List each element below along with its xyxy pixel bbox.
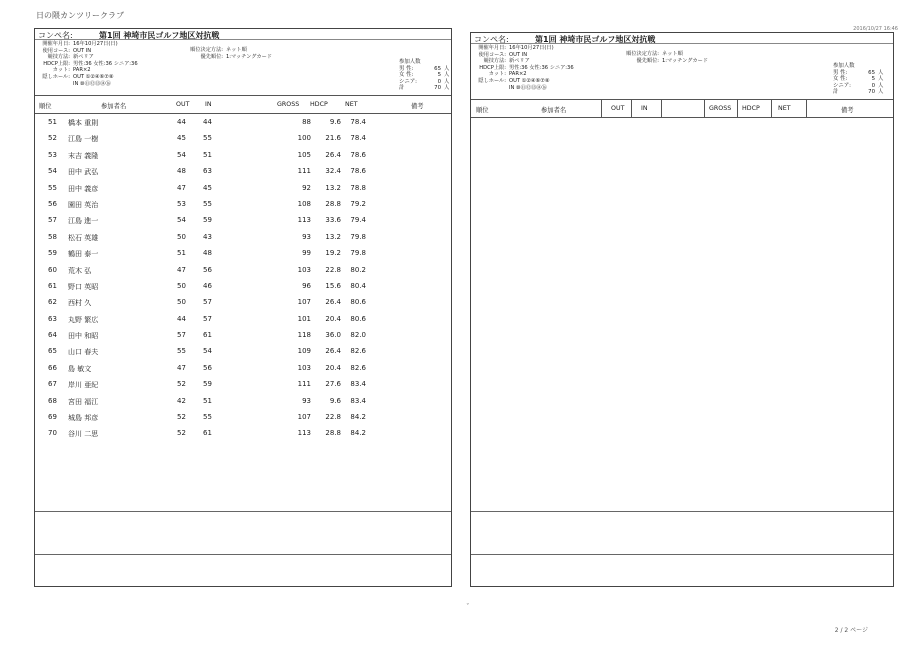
cell-rank: 59	[48, 249, 57, 258]
hidden-label: 隠しホール:	[42, 73, 70, 80]
cell-in: 45	[203, 183, 212, 192]
count-label: 男 性:	[399, 65, 414, 72]
cell-gross: 103	[297, 265, 311, 274]
count-label: シニア:	[399, 78, 417, 85]
count-value: 65	[868, 69, 875, 76]
count-value: 5	[437, 72, 441, 79]
cell-hdcp: 33.6	[325, 216, 341, 225]
cell-rank: 64	[48, 331, 57, 340]
cell-hdcp: 36.0	[325, 331, 341, 340]
footer-box	[35, 511, 451, 589]
cell-name: 江島 進一	[68, 217, 99, 226]
meta-block	[38, 41, 138, 87]
table-row	[35, 311, 451, 327]
count-label: シニア:	[833, 82, 851, 89]
priority-label: 優先順位:	[636, 57, 659, 64]
participants-label: 参加人数	[833, 63, 855, 69]
column-divider	[704, 99, 705, 117]
count-label: 計	[833, 89, 839, 96]
cell-out: 45	[177, 134, 186, 143]
count-value: 0	[437, 78, 441, 85]
cell-out: 44	[177, 314, 186, 323]
col-in: IN	[641, 105, 648, 112]
col-note: 備考	[841, 107, 854, 114]
compe-label: コンペ名:	[474, 35, 509, 44]
cell-name: 丸野 繁広	[68, 315, 99, 324]
count-unit: 人	[444, 85, 450, 92]
cell-rank: 53	[48, 150, 57, 159]
table-row	[35, 409, 451, 425]
cell-out: 47	[177, 265, 186, 274]
cell-gross: 107	[297, 413, 311, 422]
cell-in: 55	[203, 199, 212, 208]
results-sheet-left	[34, 28, 452, 587]
cell-name: 荒木 弘	[68, 266, 92, 275]
table-row	[35, 212, 451, 228]
cell-rank: 65	[48, 347, 57, 356]
cell-in: 46	[203, 281, 212, 290]
cell-name: 岸川 亜紀	[68, 381, 99, 390]
col-rank: 順位	[476, 107, 489, 114]
cell-name: 田中 義彦	[68, 184, 99, 193]
table-row	[35, 196, 451, 212]
course-label: 使用コース:	[478, 51, 506, 58]
cell-hdcp: 22.8	[325, 413, 341, 422]
cell-rank: 61	[48, 281, 57, 290]
cell-out: 54	[177, 216, 186, 225]
cell-hdcp: 26.4	[325, 298, 341, 307]
cell-gross: 105	[297, 150, 311, 159]
divider	[35, 39, 451, 40]
divider	[471, 43, 893, 44]
table-row	[35, 114, 451, 130]
footer-divider	[471, 554, 893, 555]
column-header	[35, 95, 451, 114]
cell-net: 82.0	[350, 331, 366, 340]
count-value: 65	[434, 65, 441, 72]
cell-out: 50	[177, 281, 186, 290]
cell-gross: 107	[297, 298, 311, 307]
cell-gross: 93	[302, 396, 311, 405]
cell-net: 78.4	[350, 118, 366, 126]
cell-gross: 111	[297, 380, 311, 389]
table-row	[35, 262, 451, 278]
cell-in: 56	[203, 265, 212, 274]
cell-name: 鶴田 泰一	[68, 250, 99, 259]
method-value: 新ペリア	[73, 54, 94, 61]
cell-rank: 56	[48, 199, 57, 208]
cell-name: 松石 英雄	[68, 233, 99, 242]
cell-gross: 109	[297, 347, 311, 356]
cell-net: 80.6	[350, 298, 366, 307]
compe-label: コンペ名:	[38, 31, 73, 40]
cell-hdcp: 20.4	[325, 314, 341, 323]
cell-rank: 54	[48, 167, 57, 176]
cell-out: 55	[177, 347, 186, 356]
cell-name: 島 敏文	[68, 364, 92, 373]
count-value: 70	[434, 85, 441, 92]
cell-in: 61	[203, 429, 212, 438]
cut-label: カット:	[488, 71, 506, 78]
cell-name: 野口 英昭	[68, 282, 99, 291]
page-number: 2 / 2 ページ	[834, 627, 868, 634]
cell-out: 50	[177, 298, 186, 307]
count-unit: 人	[444, 78, 450, 85]
footer-divider	[35, 554, 451, 555]
cell-net: 82.6	[350, 347, 366, 356]
cell-net: 84.2	[350, 413, 366, 422]
cell-hdcp: 27.6	[325, 380, 341, 389]
cell-hdcp: 13.2	[325, 232, 341, 241]
cell-net: 78.6	[350, 167, 366, 176]
course-label: 使用コース:	[42, 47, 70, 54]
cell-out: 51	[177, 249, 186, 258]
priority-label: 優先順位:	[200, 53, 223, 60]
cell-gross: 108	[297, 199, 311, 208]
cell-hdcp: 26.4	[325, 150, 341, 159]
date-value: 16年10月27日(日)	[509, 45, 554, 51]
rank-method-value: ネット順	[662, 51, 683, 57]
table-row	[35, 360, 451, 376]
cell-hdcp: 28.8	[325, 429, 341, 438]
col-note: 備考	[411, 103, 424, 110]
cell-hdcp: 20.4	[325, 363, 341, 372]
print-timestamp: 2016/10/27 16:46	[853, 26, 898, 32]
participants-label: 参加人数	[399, 59, 421, 65]
count-unit: 人	[878, 69, 884, 76]
cell-out: 52	[177, 429, 186, 438]
cell-out: 54	[177, 150, 186, 159]
column-divider	[631, 99, 632, 117]
cell-in: 57	[203, 314, 212, 323]
cell-net: 79.8	[350, 232, 366, 241]
competition-title: 第1回 神埼市民ゴルフ地区対抗戦	[99, 31, 220, 40]
cell-name: 西村 久	[68, 299, 92, 308]
cell-in: 43	[203, 232, 212, 241]
cell-hdcp: 19.2	[325, 249, 341, 258]
results-table-body	[35, 114, 451, 442]
cell-in: 61	[203, 331, 212, 340]
cell-rank: 66	[48, 363, 57, 372]
col-gross: GROSS	[709, 105, 732, 112]
cell-net: 78.8	[350, 183, 366, 192]
cell-in: 51	[203, 396, 212, 405]
cell-gross: 113	[297, 429, 311, 438]
scan-speck: ˇ	[466, 603, 470, 611]
rank-method-label: 順位決定方法:	[626, 51, 659, 57]
cell-in: 59	[203, 216, 212, 225]
cell-gross: 118	[297, 331, 311, 340]
cell-out: 47	[177, 183, 186, 192]
hdcp-label: HDCP上限:	[43, 60, 70, 67]
course-value: OUT IN	[509, 51, 528, 58]
cell-in: 48	[203, 249, 212, 258]
method-value: 新ペリア	[509, 58, 530, 65]
col-in: IN	[205, 101, 212, 108]
cell-hdcp: 15.6	[325, 281, 341, 290]
cell-out: 57	[177, 331, 186, 340]
cell-in: 51	[203, 150, 212, 159]
cell-in: 59	[203, 380, 212, 389]
cell-out: 47	[177, 363, 186, 372]
count-value: 5	[871, 76, 875, 83]
cell-net: 83.4	[350, 396, 366, 405]
column-divider	[737, 99, 738, 117]
cell-hdcp: 13.2	[325, 183, 341, 192]
column-header	[471, 99, 893, 118]
count-unit: 人	[444, 72, 450, 79]
date-label: 開催年月日:	[42, 41, 70, 47]
table-row	[35, 278, 451, 294]
cell-rank: 57	[48, 216, 57, 225]
cell-name: 谷川 二思	[68, 430, 99, 439]
col-name: 参加者名	[101, 103, 127, 110]
table-row	[35, 229, 451, 245]
table-row	[35, 147, 451, 163]
cell-rank: 58	[48, 232, 57, 241]
table-row	[35, 393, 451, 409]
hidden-label: 隠しホール:	[478, 77, 506, 84]
col-net: NET	[778, 105, 791, 112]
method-label: 競技方法:	[483, 58, 506, 65]
cell-rank: 69	[48, 413, 57, 422]
cell-rank: 70	[48, 429, 57, 438]
meta-block	[474, 45, 574, 91]
hidden-in: IN ⑩⑪⑫⑬⑭⑯	[73, 80, 111, 87]
column-divider	[661, 99, 662, 117]
cell-name: 田中 和昭	[68, 332, 99, 341]
cell-hdcp: 22.8	[325, 265, 341, 274]
cell-net: 83.4	[350, 380, 366, 389]
table-row	[35, 294, 451, 310]
cell-name: 城島 邦彦	[68, 414, 99, 423]
cell-name: 江島 一樹	[68, 135, 99, 144]
table-row	[35, 180, 451, 196]
table-row	[35, 343, 451, 359]
cell-net: 80.2	[350, 265, 366, 274]
cell-in: 56	[203, 363, 212, 372]
cell-rank: 51	[48, 118, 57, 126]
hidden-out: OUT ①②④⑥⑦⑧	[509, 77, 550, 84]
count-unit: 人	[878, 82, 884, 89]
date-label: 開催年月日:	[478, 45, 506, 51]
cell-gross: 99	[302, 249, 311, 258]
cell-name: 宮田 福江	[68, 397, 99, 406]
cell-rank: 55	[48, 183, 57, 192]
count-label: 女 性:	[833, 76, 848, 83]
column-divider	[806, 99, 807, 117]
cell-in: 54	[203, 347, 212, 356]
cell-net: 78.6	[350, 150, 366, 159]
table-row	[35, 245, 451, 261]
cell-rank: 62	[48, 298, 57, 307]
cell-rank: 52	[48, 134, 57, 143]
priority-value: 1:マッチングカード	[662, 57, 708, 64]
competition-title: 第1回 神埼市民ゴルフ地区対抗戦	[535, 35, 656, 44]
cell-out: 52	[177, 380, 186, 389]
cell-in: 63	[203, 167, 212, 176]
cell-rank: 63	[48, 314, 57, 323]
cell-gross: 93	[302, 232, 311, 241]
participants-block	[399, 59, 449, 92]
table-row	[35, 376, 451, 392]
cell-gross: 92	[302, 183, 311, 192]
cell-gross: 101	[297, 314, 311, 323]
count-label: 計	[399, 85, 405, 92]
col-out: OUT	[176, 101, 190, 108]
cell-in: 44	[203, 118, 212, 126]
cell-gross: 100	[297, 134, 311, 143]
cell-hdcp: 9.6	[329, 118, 341, 126]
cut-label: カット:	[52, 67, 70, 74]
col-hdcp: HDCP	[310, 101, 328, 108]
cell-net: 80.4	[350, 281, 366, 290]
cell-net: 82.6	[350, 363, 366, 372]
count-value: 0	[871, 82, 875, 89]
cut-value: PAR×2	[509, 71, 527, 78]
cell-rank: 67	[48, 380, 57, 389]
column-divider	[601, 99, 602, 117]
column-divider	[771, 99, 772, 117]
club-name: 日の隈カンツリークラブ	[36, 11, 124, 20]
method-label: 競技方法:	[47, 54, 70, 61]
cell-gross: 113	[297, 216, 311, 225]
count-unit: 人	[444, 65, 450, 72]
cell-out: 48	[177, 167, 186, 176]
cut-value: PAR×2	[73, 67, 91, 74]
count-label: 男 性:	[833, 69, 848, 76]
cell-gross: 111	[297, 167, 311, 176]
hdcp-label: HDCP上限:	[479, 64, 506, 71]
footer-box	[471, 511, 893, 589]
cell-gross: 96	[302, 281, 311, 290]
sheet-header	[471, 33, 893, 100]
cell-gross: 103	[297, 363, 311, 372]
cell-out: 42	[177, 396, 186, 405]
cell-in: 57	[203, 298, 212, 307]
cell-net: 79.4	[350, 216, 366, 225]
sheet-header	[35, 29, 451, 96]
hdcp-value: 男性:36 女性:36 シニア:36	[509, 64, 574, 71]
cell-out: 50	[177, 232, 186, 241]
cell-in: 55	[203, 413, 212, 422]
results-sheet-right	[470, 32, 894, 587]
cell-hdcp: 28.8	[325, 199, 341, 208]
table-row	[35, 163, 451, 179]
col-rank: 順位	[39, 103, 52, 110]
participants-block	[833, 63, 883, 96]
col-gross: GROSS	[277, 101, 300, 108]
cell-name: 山口 春夫	[68, 348, 99, 357]
cell-hdcp: 26.4	[325, 347, 341, 356]
cell-rank: 60	[48, 265, 57, 274]
table-row	[35, 327, 451, 343]
cell-out: 44	[177, 118, 186, 126]
cell-net: 78.4	[350, 134, 366, 143]
count-unit: 人	[878, 76, 884, 83]
cell-name: 園田 英治	[68, 200, 99, 209]
cell-net: 84.2	[350, 429, 366, 438]
cell-hdcp: 21.6	[325, 134, 341, 143]
cell-name: 橋本 重則	[68, 119, 99, 127]
course-value: OUT IN	[73, 47, 92, 54]
rank-method-value: ネット順	[226, 47, 247, 53]
count-unit: 人	[878, 89, 884, 96]
rank-method-block	[183, 47, 272, 60]
hidden-out: OUT ①②④⑥⑦⑧	[73, 73, 114, 80]
count-value: 70	[868, 89, 875, 96]
table-row	[35, 130, 451, 146]
hdcp-value: 男性:36 女性:36 シニア:36	[73, 60, 138, 67]
cell-name: 末吉 義隆	[68, 151, 99, 160]
col-hdcp: HDCP	[742, 105, 760, 112]
col-name: 参加者名	[541, 107, 567, 114]
cell-hdcp: 32.4	[325, 167, 341, 176]
cell-out: 52	[177, 413, 186, 422]
cell-net: 79.8	[350, 249, 366, 258]
hidden-in: IN ⑩⑪⑫⑬⑭⑯	[509, 84, 547, 91]
cell-gross: 88	[302, 118, 311, 126]
col-net: NET	[345, 101, 358, 108]
rank-method-block	[619, 51, 708, 64]
cell-name: 田中 武弘	[68, 168, 99, 177]
cell-rank: 68	[48, 396, 57, 405]
rank-method-label: 順位決定方法:	[190, 47, 223, 53]
cell-hdcp: 9.6	[329, 396, 341, 405]
count-label: 女 性:	[399, 72, 414, 79]
col-out: OUT	[611, 105, 625, 112]
cell-out: 53	[177, 199, 186, 208]
date-value: 16年10月27日(日)	[73, 41, 118, 47]
cell-net: 80.6	[350, 314, 366, 323]
cell-net: 79.2	[350, 199, 366, 208]
priority-value: 1:マッチングカード	[226, 53, 272, 60]
cell-in: 55	[203, 134, 212, 143]
table-row	[35, 425, 451, 441]
